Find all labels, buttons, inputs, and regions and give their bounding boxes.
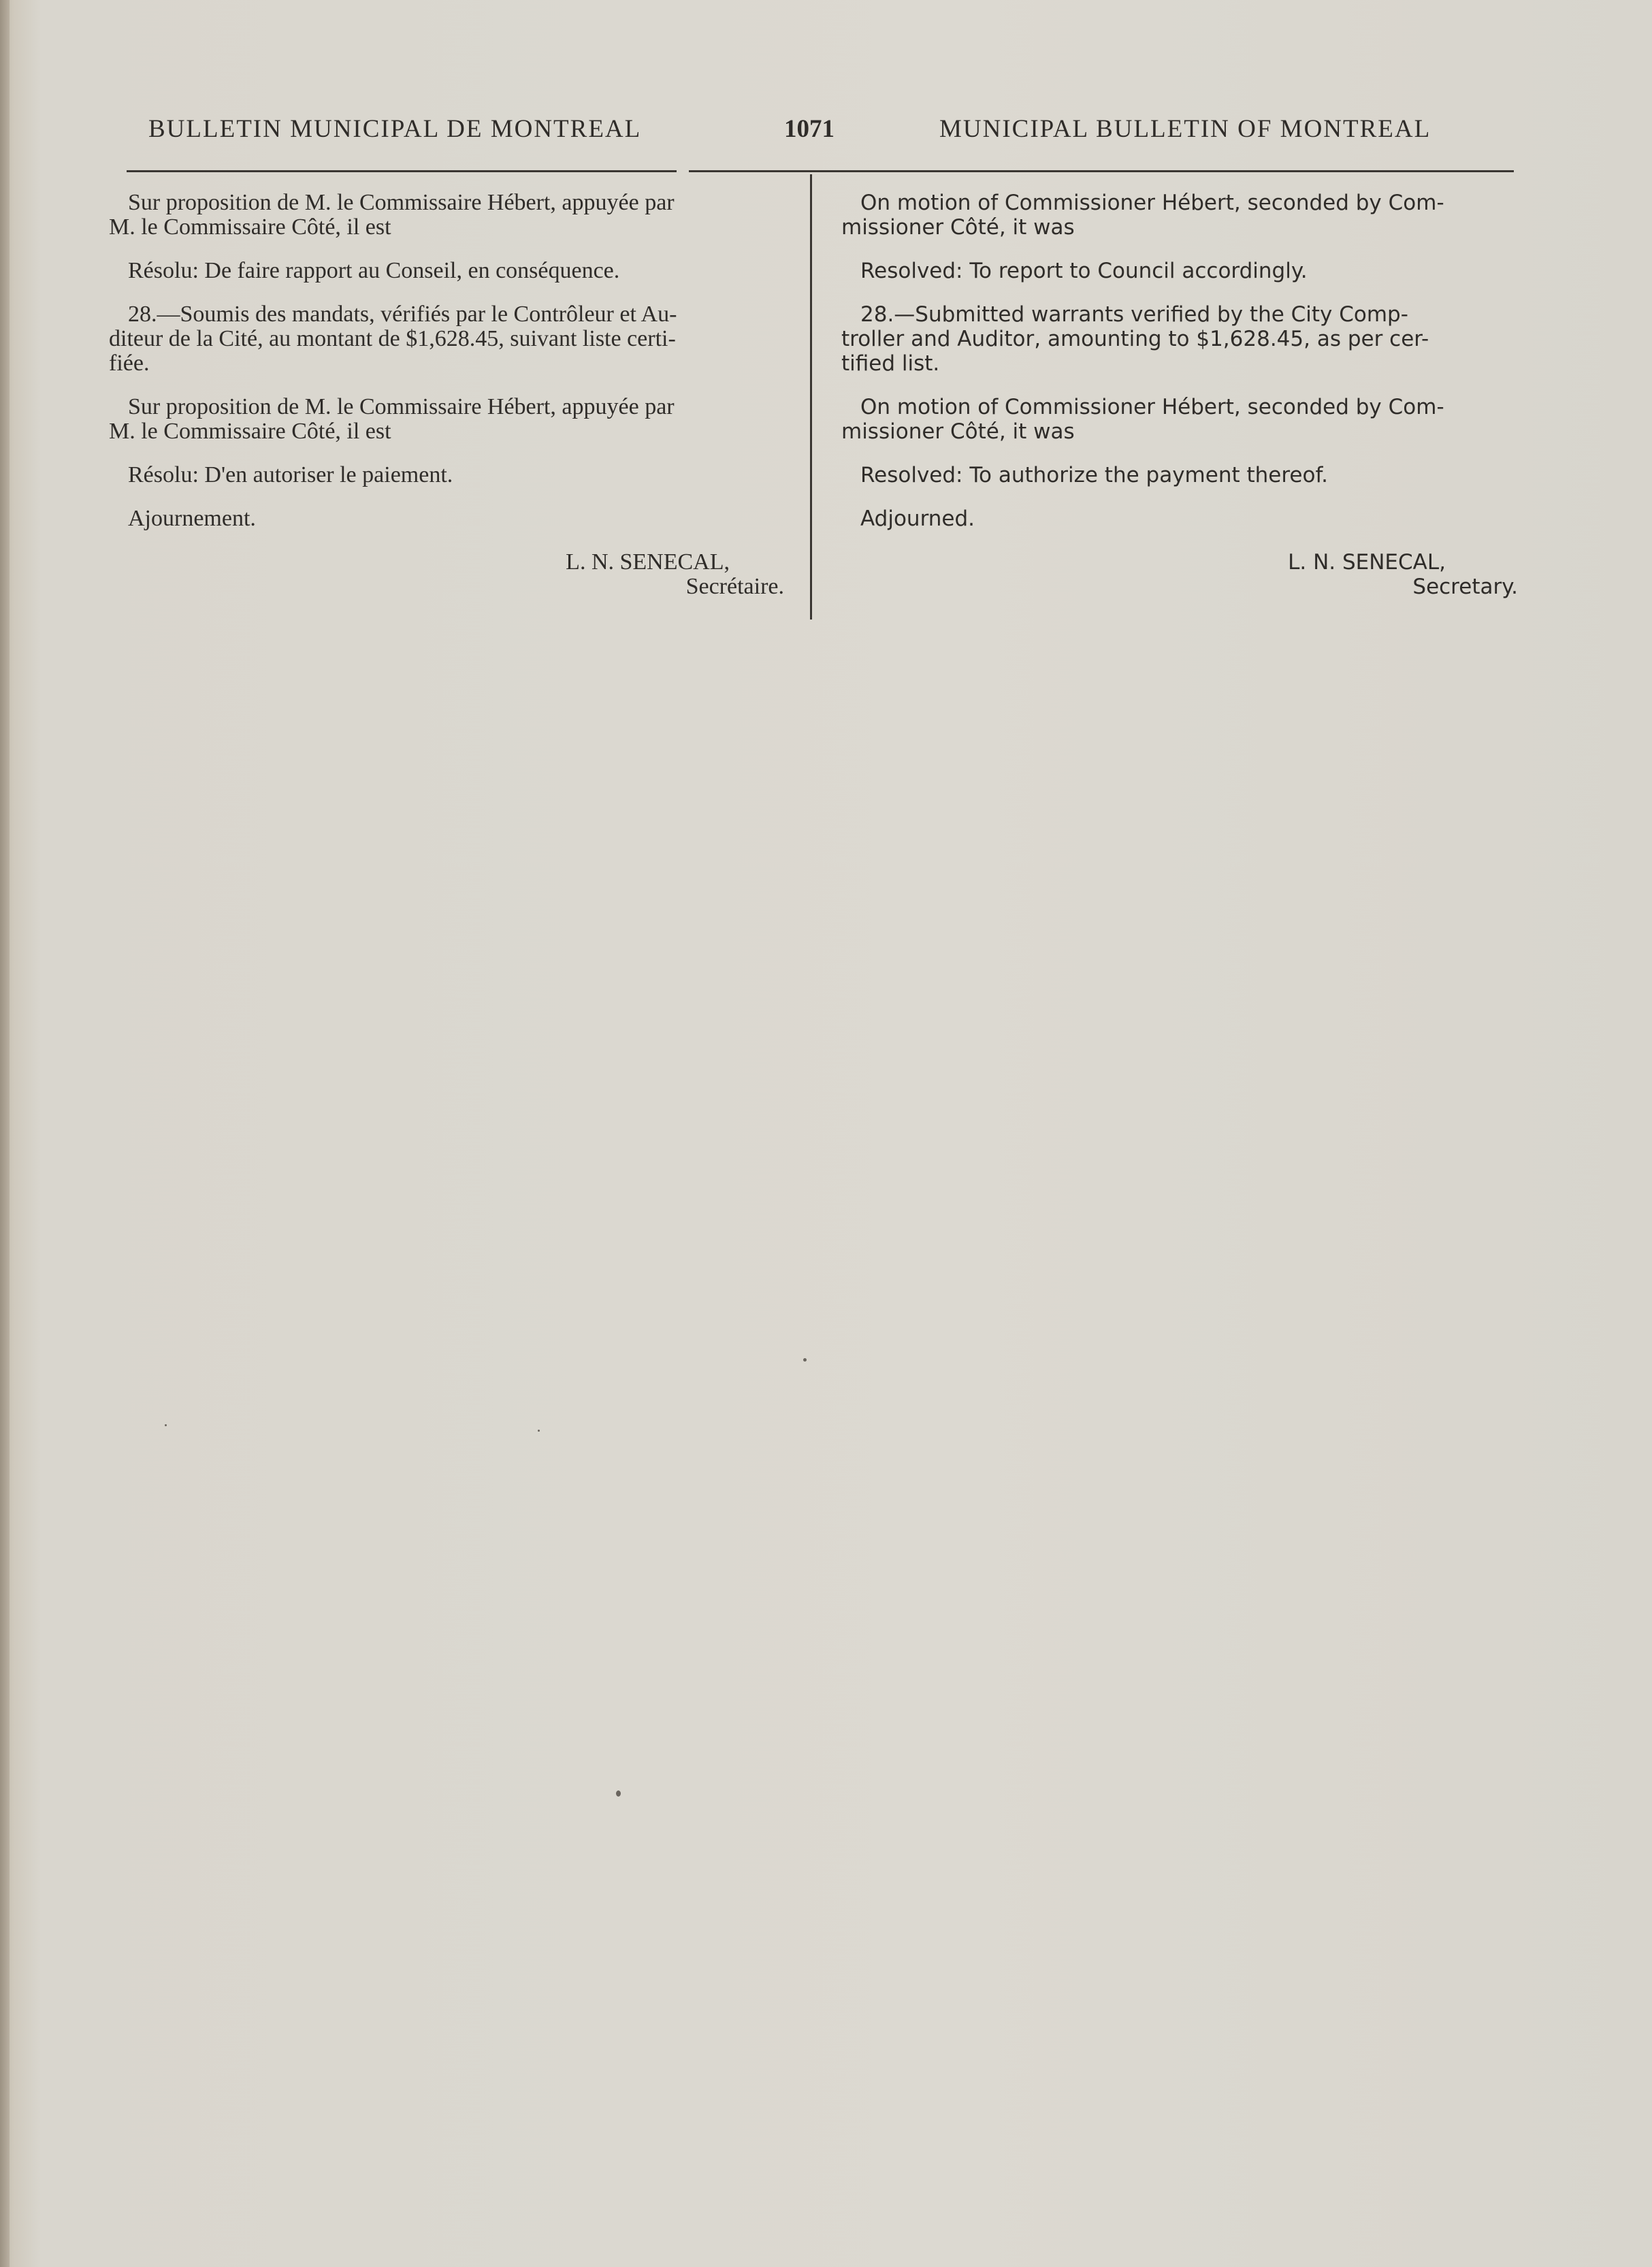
english-column xyxy=(841,191,1522,599)
paper-speck xyxy=(616,1790,621,1797)
header-rule-left xyxy=(127,170,677,172)
paper-speck xyxy=(538,1430,540,1432)
paper-speck xyxy=(165,1424,167,1426)
english-motion-1: On motion of Commissioner Hébert, seconded by Com- missioner Côté, it was xyxy=(841,191,1444,240)
french-motion-1: Sur proposition de M. le Commissaire Hébert, appuyée par M. le Commissaire Côté, il est xyxy=(109,190,675,240)
english-signature-name: L. N. SENECAL, xyxy=(1288,550,1446,575)
english-resolution-2: Resolved: To authorize the payment thereof. xyxy=(860,463,1328,487)
english-resolution-1: Resolved: To report to Council accordingly. xyxy=(860,259,1308,283)
french-signature-name: L. N. SENECAL, xyxy=(566,549,730,575)
english-adjournment: Adjourned. xyxy=(860,507,975,531)
header-rule-right xyxy=(689,170,1514,172)
french-item-28: 28.—Soumis des mandats, vérifiés par le Contrôleur et Au- diteur de la Cité, au montant de $1,628.45, suivant liste certi- fiée. xyxy=(109,302,677,376)
page-number: 1071 xyxy=(784,115,835,143)
running-head-english: MUNICIPAL BULLETIN OF MONTREAL xyxy=(939,115,1431,143)
english-signature-title: Secretary. xyxy=(1412,575,1518,599)
english-motion-2: On motion of Commissioner Hébert, seconded by Com- missioner Côté, it was xyxy=(841,395,1444,444)
french-resolution-1: Résolu: De faire rapport au Conseil, en conséquence. xyxy=(128,258,620,283)
english-item-28: 28.—Submitted warrants verified by the City Comp- troller and Auditor, amounting to $1,628.45, as per cer- tified list. xyxy=(841,302,1429,376)
running-head-french: BULLETIN MUNICIPAL DE MONTREAL xyxy=(148,115,642,143)
french-resolution-2: Résolu: D'en autoriser le paiement. xyxy=(128,462,453,487)
french-signature-title: Secrétaire. xyxy=(685,574,784,599)
paper-speck xyxy=(803,1358,807,1362)
column-divider xyxy=(810,174,812,620)
binding-edge xyxy=(0,0,10,2267)
french-column xyxy=(109,191,796,599)
french-motion-2: Sur proposition de M. le Commissaire Hébert, appuyée par M. le Commissaire Côté, il est xyxy=(109,394,675,444)
french-adjournment: Ajournement. xyxy=(128,506,256,531)
